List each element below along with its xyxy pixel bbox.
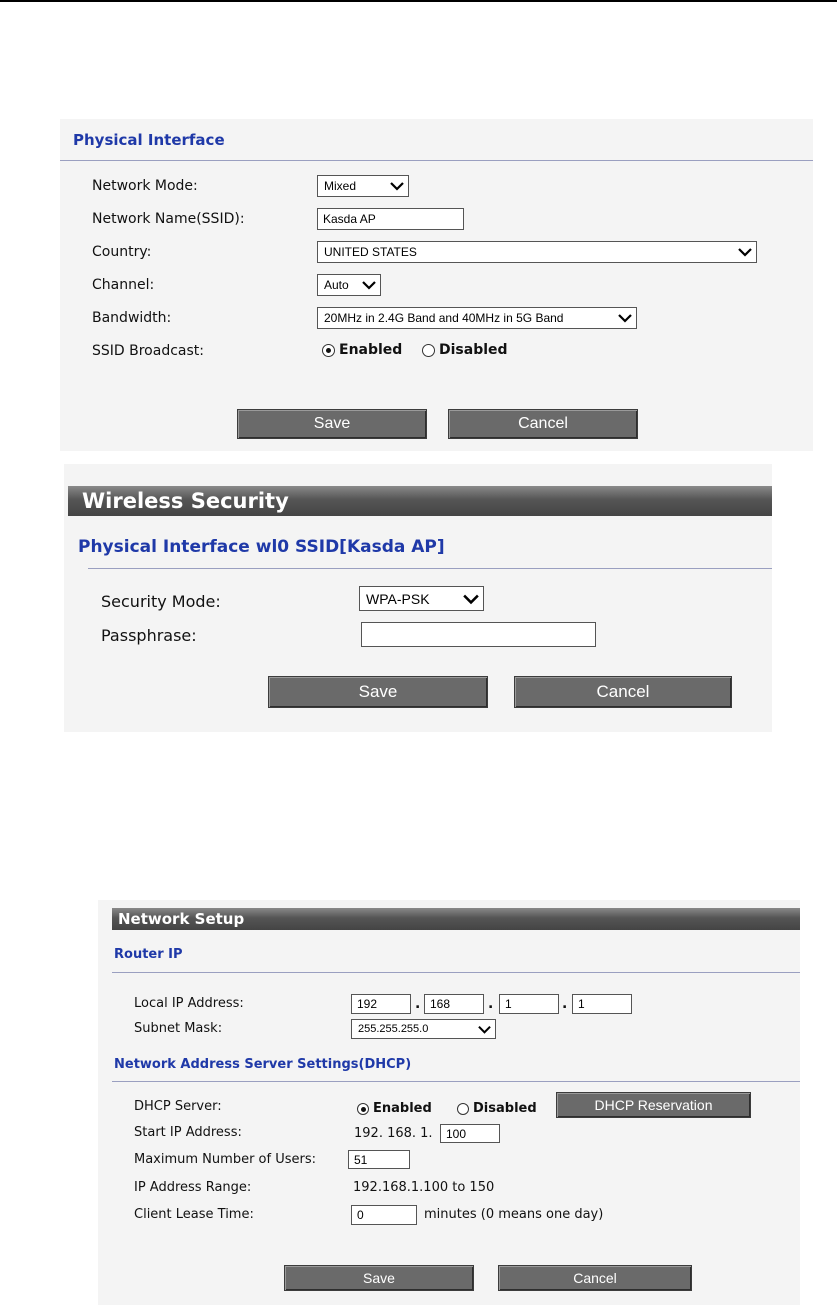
ip-range-value: 192.168.1.100 to 150 (353, 1180, 495, 1195)
ssid-broadcast-enabled-radio[interactable] (322, 342, 402, 358)
radio-label-disabled: Disabled (473, 1101, 537, 1116)
chevron-down-icon (362, 278, 376, 292)
bandwidth-label: Bandwidth: (92, 310, 172, 326)
ssid-input[interactable]: Kasda AP (317, 208, 464, 230)
dhcp-server-label: DHCP Server: (134, 1099, 222, 1114)
section-divider (112, 972, 800, 973)
bandwidth-value: 20MHz in 2.4G Band and 40MHz in 5G Band (324, 311, 564, 325)
lease-time-input[interactable]: 0 (351, 1205, 417, 1225)
chevron-down-icon (478, 1023, 491, 1036)
local-ip-label: Local IP Address: (134, 996, 244, 1011)
channel-value: Auto (324, 278, 349, 292)
start-ip-prefix: 192. 168. 1. (354, 1126, 433, 1141)
country-select[interactable] (317, 241, 757, 263)
max-users-input[interactable]: 51 (348, 1150, 410, 1169)
dhcp-disabled-radio[interactable] (457, 1101, 537, 1116)
wireless-security-header (68, 486, 772, 516)
ip-dot: . (488, 996, 494, 1012)
passphrase-input[interactable] (361, 622, 596, 647)
network-mode-value: Mixed (324, 179, 357, 193)
chevron-down-icon (738, 245, 752, 259)
radio-icon (322, 344, 335, 357)
network-setup-header (112, 908, 800, 930)
ssid-broadcast-label: SSID Broadcast: (92, 343, 204, 359)
save-button[interactable]: Save (268, 676, 488, 708)
subnet-mask-select[interactable] (351, 1019, 496, 1039)
ip-octet-2-input[interactable]: 168 (424, 994, 484, 1014)
physical-interface-panel (60, 119, 813, 451)
ip-octet-4-input[interactable]: 1 (572, 994, 632, 1014)
radio-label-enabled: Enabled (373, 1101, 432, 1116)
dhcp-reservation-button[interactable]: DHCP Reservation (556, 1092, 751, 1118)
ssid-broadcast-disabled-radio[interactable] (422, 342, 508, 358)
radio-icon (357, 1103, 369, 1115)
wireless-security-header-text: Wireless Security (82, 489, 289, 513)
security-mode-value: WPA-PSK (366, 590, 430, 607)
start-ip-label: Start IP Address: (134, 1125, 242, 1140)
security-mode-select[interactable] (359, 586, 484, 611)
subnet-mask-label: Subnet Mask: (134, 1021, 223, 1036)
save-button[interactable]: Save (237, 409, 427, 439)
channel-label: Channel: (92, 277, 155, 293)
subnet-mask-value: 255.255.255.0 (358, 1023, 429, 1035)
radio-label-enabled: Enabled (339, 342, 403, 358)
physical-interface-title: Physical Interface (73, 131, 225, 149)
cancel-button[interactable]: Cancel (448, 409, 638, 439)
wireless-subtitle: Physical Interface wl0 SSID[Kasda AP] (78, 537, 445, 557)
ip-dot: . (562, 996, 568, 1012)
ip-octet-3-input[interactable]: 1 (499, 994, 559, 1014)
section-divider (112, 1081, 800, 1082)
network-setup-panel (98, 900, 800, 1305)
radio-icon (457, 1103, 469, 1115)
network-setup-header-text: Network Setup (118, 910, 245, 928)
network-mode-label: Network Mode: (92, 178, 198, 194)
start-ip-input[interactable]: 100 (440, 1124, 500, 1143)
page-top-rule (0, 0, 837, 2)
passphrase-label: Passphrase: (101, 626, 197, 645)
router-ip-title: Router IP (114, 947, 183, 962)
dhcp-enabled-radio[interactable] (357, 1101, 432, 1116)
channel-select[interactable] (317, 274, 381, 296)
wireless-security-panel (64, 464, 772, 732)
section-divider (60, 160, 813, 161)
network-mode-select[interactable] (317, 175, 409, 197)
chevron-down-icon (390, 179, 404, 193)
chevron-down-icon (463, 591, 479, 607)
lease-time-label: Client Lease Time: (134, 1207, 254, 1222)
section-divider (88, 568, 772, 569)
bandwidth-select[interactable] (317, 307, 637, 329)
ip-octet-1-input[interactable]: 192 (351, 994, 411, 1014)
radio-label-disabled: Disabled (439, 342, 508, 358)
radio-icon (422, 344, 435, 357)
ip-dot: . (415, 996, 421, 1012)
security-mode-label: Security Mode: (101, 592, 221, 611)
max-users-label: Maximum Number of Users: (134, 1152, 316, 1167)
dhcp-title: Network Address Server Settings(DHCP) (114, 1057, 412, 1072)
ssid-label: Network Name(SSID): (92, 211, 245, 227)
country-label: Country: (92, 244, 152, 260)
lease-time-suffix: minutes (0 means one day) (424, 1207, 604, 1222)
ip-range-label: IP Address Range: (134, 1180, 252, 1195)
cancel-button[interactable]: Cancel (498, 1265, 692, 1291)
save-button[interactable]: Save (284, 1265, 474, 1291)
chevron-down-icon (618, 311, 632, 325)
cancel-button[interactable]: Cancel (514, 676, 732, 708)
country-value: UNITED STATES (324, 245, 417, 259)
